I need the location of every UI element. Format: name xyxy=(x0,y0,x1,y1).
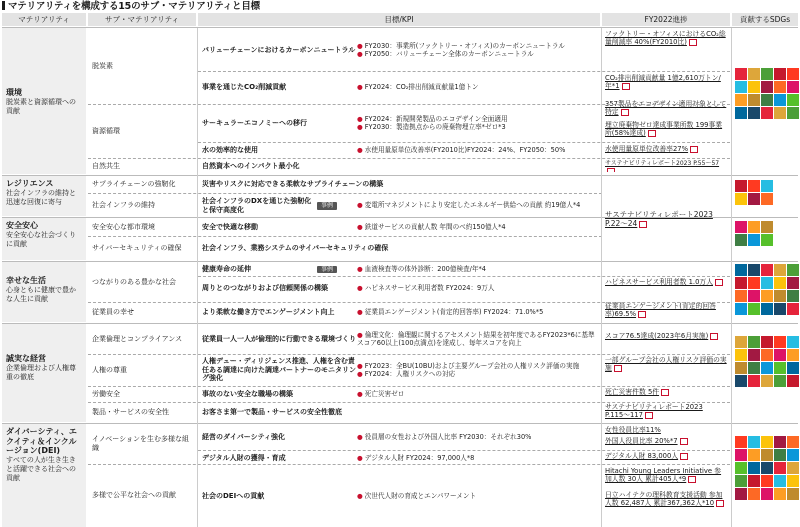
sdg-goal-icon xyxy=(735,107,747,119)
sdg-goal-icon xyxy=(735,475,747,487)
progress-item[interactable] xyxy=(602,145,730,157)
kpi-row: 従業員一人一人が倫理的に行動できる環境づくり ● 倫理文化：倫理観に関するアセスメント結果を初年度であるFY2023*6に基準スコア60以上(100点満点)を達成し、毎年スコアを向上 xyxy=(198,324,600,354)
sdg-goal-icon xyxy=(774,303,786,315)
kpi-detail: FY2024：CO₂排出削減貢献量1億トン xyxy=(364,82,479,91)
sdg-goal-icon xyxy=(735,303,747,315)
sdg-goal-icon xyxy=(748,475,760,487)
sdg-goal-icon xyxy=(735,234,747,246)
sdg-goal-icon xyxy=(748,303,760,315)
progress-item[interactable] xyxy=(602,437,730,449)
rule xyxy=(198,450,730,451)
sub-fair-society: 多様で公平な社会への貢献 xyxy=(92,491,176,500)
sdg-goal-icon xyxy=(735,180,747,192)
progress-link[interactable]: ハピネスサービス利用者数 1.0万人 xyxy=(605,278,713,286)
kpi-title: 周りとのつながりおよび信頼関係の構築 xyxy=(202,283,328,292)
column-rule xyxy=(601,28,602,527)
sdg-goal-icon xyxy=(735,290,747,302)
sdg-goal-icon xyxy=(774,462,786,474)
header-sdgs: 貢献するSDGs xyxy=(732,13,798,26)
sdg-goal-icon xyxy=(761,488,773,500)
sub-labor-safety: 労働安全 xyxy=(92,389,120,398)
sdg-goal-icon xyxy=(735,488,747,500)
sdg-goal-icon xyxy=(761,68,773,80)
kpi-detail: 鉄道サービスの貢献人数 年間のべ約150億人*4 xyxy=(364,222,506,231)
external-link-icon[interactable] xyxy=(614,365,622,372)
kpi-title: 事故のない安全な職場の構築 xyxy=(202,389,293,398)
progress-link[interactable]: サステナビリティレポート2023 P.115〜117 xyxy=(605,403,703,420)
kpi-row: デジタル人財の獲得・育成 ● デジタル人財 FY2024：97,000人*8 xyxy=(198,450,600,466)
progress-link[interactable]: 埋立廃棄物ゼロ達成事業所数 199事業所(58%達成) xyxy=(605,121,723,138)
sdg-goal-icon xyxy=(761,180,773,192)
materiality-integrity xyxy=(2,324,86,422)
external-link-icon[interactable] xyxy=(710,333,718,340)
progress-item[interactable] xyxy=(602,388,730,400)
rule xyxy=(2,423,798,424)
kpi-title: サーキュラーエコノミーへの移行 xyxy=(202,118,307,127)
progress-item[interactable] xyxy=(602,403,730,423)
sdg-goal-icon xyxy=(748,68,760,80)
kpi-detail: 次世代人財の育成とエンパワーメント xyxy=(364,492,477,501)
rule xyxy=(88,386,730,387)
kpi-title: 社会インフラのDXを通じた強靭化と保守高度化 xyxy=(202,196,312,214)
external-link-icon[interactable] xyxy=(688,476,696,483)
materiality-dei xyxy=(2,424,86,527)
sdg-goal-icon xyxy=(787,277,799,289)
kpi-row xyxy=(198,176,600,193)
progress-link[interactable]: ファクトリー・オフィスにおけるCO₂総量削減率 40%(FY2010比) xyxy=(605,30,726,47)
sdg-goal-icon xyxy=(787,81,799,93)
kpi-detail: FY2050：バリューチェーン全体のカーボンニュートラル xyxy=(364,50,534,58)
progress-link[interactable]: 女性役員比率11% xyxy=(605,426,661,434)
progress-link[interactable]: 外国人役員比率 20%*7 xyxy=(605,437,678,445)
materiality-title: 誠実な経営 xyxy=(6,354,46,363)
header-sub: サブ・マテリアリティ xyxy=(88,13,196,26)
rule xyxy=(88,104,730,105)
kpi-detail: FY2030：事業所(ファクトリー・オフィス)のカーボンニュートラル xyxy=(364,41,565,50)
column-rule xyxy=(197,28,198,527)
external-link-icon[interactable] xyxy=(680,438,688,445)
kpi-row: 事故のない安全な職場の構築 ● 死亡災害ゼロ xyxy=(198,386,600,402)
sdg-goal-icon xyxy=(748,449,760,461)
sdg-goal-icon xyxy=(761,449,773,461)
sub-product-safety: 製品・サービスの安全性 xyxy=(92,407,169,416)
sdg-goal-icon xyxy=(735,436,747,448)
sub-urban-safety: 安全安心な都市環境 xyxy=(92,222,155,231)
progress-item[interactable] xyxy=(602,452,730,464)
progress-link[interactable]: CO₂排出削減貢献量 1億2,610万トン/年*1 xyxy=(605,74,721,91)
progress-item[interactable] xyxy=(602,332,730,346)
sdg-goal-icon xyxy=(774,449,786,461)
sdg-goal-icon xyxy=(774,475,786,487)
kpi-row xyxy=(198,402,600,422)
materiality-desc: 心身ともに健康で豊かな人生に貢献 xyxy=(6,285,76,303)
sdg-goal-icon xyxy=(787,107,799,119)
progress-item[interactable] xyxy=(602,100,730,120)
sdg-goal-icon xyxy=(787,488,799,500)
sub-innovation: イノベーションを生む多様な組織 xyxy=(92,435,190,452)
sdg-goal-icon xyxy=(787,264,799,276)
case-badge: 事例 xyxy=(317,266,337,274)
sdg-goal-icon xyxy=(735,349,747,361)
kpi-row: サーキュラーエコノミーへの移行 ● FY2024：新規開発製品のエコデザイン全面適用 ● FY2030：製造拠点からの廃棄物埋立率*ゼロ*3 xyxy=(198,104,600,142)
sdg-goal-icon xyxy=(774,375,786,387)
sdg-goal-icon xyxy=(774,68,786,80)
kpi-detail: FY2030：製造拠点からの廃棄物埋立率*ゼロ*3 xyxy=(364,123,506,131)
kpi-row: 健康寿命の延伸 事例 ● 血液検査等の体外診断：200億検査/年*4 xyxy=(198,262,600,276)
external-link-icon[interactable] xyxy=(648,130,656,137)
sdg-goal-icon xyxy=(735,81,747,93)
sdg-goal-icon xyxy=(748,277,760,289)
sdg-goal-icon xyxy=(748,336,760,348)
kpi-title: 社会のDEIへの貢献 xyxy=(202,492,265,501)
sdg-goal-icon xyxy=(748,180,760,192)
external-link-icon[interactable] xyxy=(645,412,653,419)
progress-item[interactable] xyxy=(602,426,730,437)
sdg-goal-icon xyxy=(735,449,747,461)
materiality-desc: 脱炭素と資源循環への貢献 xyxy=(6,97,76,115)
progress-link[interactable]: 日立ハイテクの理科教育支援活動 参加人数 62,487人 累計367,362人*10 xyxy=(605,491,723,508)
sdg-goal-icon xyxy=(735,362,747,374)
external-link-icon[interactable] xyxy=(622,83,630,90)
sdg-goal-icon xyxy=(787,449,799,461)
sub-ethics: 企業倫理とコンプライアンス xyxy=(92,334,183,343)
sdg-goal-icon xyxy=(761,436,773,448)
sdg-goal-icon xyxy=(761,349,773,361)
sdg-goal-icon xyxy=(774,362,786,374)
progress-item[interactable] xyxy=(602,160,730,172)
sdg-goal-icon xyxy=(761,462,773,474)
page-title: マテリアリティを構成する15のサブ・マテリアリティと目標 xyxy=(2,1,260,13)
materiality-title: 幸せな生活 xyxy=(6,276,46,285)
header-progress: FY2022進捗 xyxy=(602,13,730,26)
sdg-goal-icon xyxy=(774,336,786,348)
materiality-title: ダイバーシティ、エクイティ＆インクルージョン(DEI) xyxy=(6,427,77,456)
progress-item[interactable] xyxy=(602,356,730,378)
sub-nature: 自然共生 xyxy=(92,161,120,170)
kpi-row: 事業を通じたCO₂削減貢献 ● FY2024：CO₂排出削減貢献量1億トン xyxy=(198,72,600,102)
rule xyxy=(2,261,798,262)
sdg-goal-icon xyxy=(735,94,747,106)
kpi-detail: デジタル人財 FY2024：97,000人*8 xyxy=(364,453,475,462)
progress-item[interactable] xyxy=(602,491,730,525)
sdg-goal-icon xyxy=(787,362,799,374)
header-materiality: マテリアリティ xyxy=(2,13,86,26)
kpi-title: バリューチェーンにおけるカーボンニュートラル xyxy=(202,45,356,54)
progress-link[interactable]: 水使用量原単位改善率27% xyxy=(605,145,689,153)
sdg-goal-icon xyxy=(735,375,747,387)
sdg-goal-icon xyxy=(774,290,786,302)
case-badge: 事例 xyxy=(317,202,337,210)
rule xyxy=(88,236,602,237)
progress-link[interactable]: 死亡災害件数 5件 xyxy=(605,388,660,396)
external-link-icon[interactable] xyxy=(621,109,629,116)
kpi-detail: ハピネスサービス利用者数 FY2024：9万人 xyxy=(364,283,495,292)
materiality-happy-life xyxy=(2,262,86,322)
kpi-title: 自然資本へのインパクト最小化 xyxy=(202,161,300,170)
materiality-title: 安全安心 xyxy=(6,221,38,230)
kpi-detail: 倫理文化：倫理観に関するアセスメント結果を初年度であるFY2023*6に基準スコア60以上(100点満点)を達成し、毎年スコアを向上 xyxy=(357,330,595,347)
sdg-goal-icon xyxy=(761,264,773,276)
sdg-goal-icon xyxy=(748,436,760,448)
rule xyxy=(198,71,730,72)
rule xyxy=(88,302,730,303)
progress-item[interactable] xyxy=(602,278,730,300)
kpi-row: 水の効率的な使用 ● 水使用量原単位改善率(FY2010比)FY2024：24%、FY2050：50% xyxy=(198,142,600,158)
sdg-goal-icon xyxy=(748,81,760,93)
sdg-goal-icon xyxy=(787,290,799,302)
progress-item[interactable] xyxy=(602,210,730,240)
sdg-goal-icon xyxy=(735,277,747,289)
sub-connected-society: つながりのある豊かな社会 xyxy=(92,277,176,286)
sdg-goal-icon xyxy=(761,303,773,315)
kpi-detail: FY2023：全BU(10BU)および主要グループ会社の人権リスク評価の実施 xyxy=(364,361,580,370)
sdg-goal-icon xyxy=(748,375,760,387)
progress-link[interactable]: デジタル人財 83,000人 xyxy=(605,452,679,460)
sdg-goal-icon xyxy=(787,349,799,361)
materiality-title: 環境 xyxy=(6,88,22,97)
materiality-desc: 安全安心な社会づくりに貢献 xyxy=(6,230,76,248)
kpi-title: 従業員一人一人が倫理的に行動できる環境づくり xyxy=(202,334,356,343)
rule xyxy=(2,175,798,176)
kpi-title: 人権デュー・ディリジェンス推進、人権を含む責任ある調達に向けた調達パートナーのモニタリング強化 xyxy=(202,356,356,383)
kpi-detail: 血液検査等の体外診断：200億検査/年*4 xyxy=(364,264,486,273)
sdg-goal-icon xyxy=(735,68,747,80)
sub-employee-happiness: 従業員の幸せ xyxy=(92,307,134,316)
progress-link[interactable]: 一部グループ会社の人権リスク評価の実施 xyxy=(605,356,727,373)
materiality-safety xyxy=(2,218,86,260)
kpi-title: 水の効率的な使用 xyxy=(202,145,258,154)
kpi-row: より柔軟な働き方でエンゲージメント向上 ● 従業員エンゲージメント(肯定的回答率) FY2024：71.0%*5 xyxy=(198,302,600,322)
sdg-goal-icon xyxy=(748,107,760,119)
progress-item[interactable] xyxy=(602,467,730,489)
rule xyxy=(88,464,730,465)
sdg-goal-icon xyxy=(761,94,773,106)
sdg-goal-icon xyxy=(787,303,799,315)
rule xyxy=(198,276,730,277)
kpi-title: 社会インフラ、業務システムのサイバーセキュリティの確保 xyxy=(202,243,389,252)
rule xyxy=(88,402,730,403)
sdg-goal-icon xyxy=(774,436,786,448)
progress-item[interactable] xyxy=(602,30,730,70)
sdg-goal-icon xyxy=(774,81,786,93)
external-link-icon[interactable] xyxy=(661,389,669,396)
external-link-icon[interactable] xyxy=(716,500,724,507)
sdg-goal-icon xyxy=(748,488,760,500)
sub-supply-chain: サプライチェーンの強靭化 xyxy=(92,180,176,189)
sdg-goal-icon xyxy=(787,94,799,106)
materiality-desc: すべての人が生き生きと活躍できる社会への貢献 xyxy=(6,455,76,482)
sdg-goal-icon xyxy=(761,290,773,302)
progress-link[interactable]: 357製品をエコデザイン適用対象として特定 xyxy=(605,100,727,117)
header-kpi: 目標/KPI xyxy=(198,13,600,26)
sdg-goal-icon xyxy=(761,362,773,374)
external-link-icon[interactable] xyxy=(607,168,615,173)
progress-link[interactable]: 従業員エンゲージメント(肯定的回答率)69.5% xyxy=(605,302,716,319)
sdg-goal-icon xyxy=(748,264,760,276)
kpi-detail: 水使用量原単位改善率(FY2010比)FY2024：24%、FY2050：50% xyxy=(364,145,566,154)
rule xyxy=(2,27,798,28)
sdg-goal-icon xyxy=(787,336,799,348)
kpi-title: 事業を通じたCO₂削減貢献 xyxy=(202,82,287,91)
external-link-icon[interactable] xyxy=(639,221,647,228)
kpi-row: 周りとのつながりおよび信頼関係の構築 ● ハピネスサービス利用者数 FY2024：9万人 xyxy=(198,276,600,300)
sub-human-rights: 人権の尊重 xyxy=(92,365,127,374)
kpi-detail: 変電所マネジメントにより安定したエネルギー供給への貢献 約19億人*4 xyxy=(364,201,581,210)
sdg-goal-icon xyxy=(735,462,747,474)
kpi-title: 災害やリスクに対応できる柔軟なサプライチェーンの構築 xyxy=(202,180,384,189)
progress-link[interactable]: Hitachi Young Leaders Initiative 参加人数 30人 累計405人*9 xyxy=(605,467,722,484)
sdg-goal-icon xyxy=(787,475,799,487)
sdg-goal-icon xyxy=(761,193,773,205)
sdg-goal-icon xyxy=(748,362,760,374)
progress-item[interactable] xyxy=(602,72,730,102)
sdg-goal-icon xyxy=(735,336,747,348)
sdg-goal-icon xyxy=(761,375,773,387)
kpi-title: お客さま第一で製品・サービスの安全性徹底 xyxy=(202,407,342,416)
kpi-row: 安全で快適な移動 ● 鉄道サービスの貢献人数 年間のべ約150億人*4 xyxy=(198,218,600,236)
progress-link[interactable]: スコア76.5達成(2023年6月実施) xyxy=(605,332,709,340)
external-link-icon[interactable] xyxy=(638,311,646,318)
sdg-goal-icon xyxy=(761,475,773,487)
kpi-title: デジタル人財の獲得・育成 xyxy=(202,453,286,462)
sdg-goal-icon xyxy=(774,94,786,106)
rule xyxy=(2,323,798,324)
sdg-goal-icon xyxy=(761,107,773,119)
kpi-detail: 役員層の女性および外国人比率 FY2030：それぞれ30% xyxy=(364,432,532,441)
column-rule xyxy=(731,28,732,527)
progress-link[interactable]: サステナビリティレポート2023 P.22〜24 xyxy=(605,210,713,229)
kpi-detail: FY2024：新規開発製品のエコデザイン全面適用 xyxy=(364,114,508,123)
rule xyxy=(88,354,730,355)
sdg-goal-icon xyxy=(748,290,760,302)
rule xyxy=(88,193,602,194)
kpi-detail: 従業員エンゲージメント(肯定的回答率) FY2024：71.0%*5 xyxy=(364,307,544,316)
sdg-goal-icon xyxy=(748,193,760,205)
sdg-goal-icon xyxy=(761,336,773,348)
sdg-goal-icon xyxy=(735,221,747,233)
external-link-icon[interactable] xyxy=(680,453,688,460)
sdg-goal-icon xyxy=(774,264,786,276)
sdg-goal-icon xyxy=(774,349,786,361)
materiality-title: レジリエンス xyxy=(6,179,54,188)
sdg-goal-icon xyxy=(761,277,773,289)
kpi-title: 安全で快適な移動 xyxy=(202,222,258,231)
sdg-goal-icon xyxy=(748,462,760,474)
sdg-goal-icon xyxy=(787,375,799,387)
sub-decarbonization: 脱炭素 xyxy=(92,61,113,70)
sdg-goal-icon xyxy=(735,193,747,205)
sdg-goal-icon xyxy=(787,68,799,80)
sdg-goal-icon xyxy=(761,81,773,93)
sdg-goal-icon xyxy=(748,349,760,361)
sdg-goal-icon xyxy=(787,436,799,448)
sdg-goal-icon xyxy=(735,264,747,276)
kpi-title: 健康寿命の延伸 xyxy=(202,264,251,273)
kpi-row: 社会インフラのDXを通じた強靭化と保守高度化 事例 ● 変電所マネジメントにより安定したエネルギー供給への貢献 約19億人*4 xyxy=(198,193,600,218)
external-link-icon[interactable] xyxy=(689,39,697,46)
kpi-detail: FY2024：人権リスクへの対応 xyxy=(364,370,456,378)
sdg-goal-icon xyxy=(748,94,760,106)
sub-resource-circulation: 資源循環 xyxy=(92,126,120,135)
progress-item[interactable] xyxy=(602,121,730,141)
external-link-icon[interactable] xyxy=(715,279,723,286)
rule xyxy=(2,217,798,218)
sub-cyber: サイバーセキュリティの確保 xyxy=(92,243,182,252)
kpi-row: 社会のDEIへの貢献 ● 次世代人財の育成とエンパワーメント xyxy=(198,466,600,527)
kpi-title: 経営のダイバーシティ強化 xyxy=(202,432,286,441)
sdg-goal-icon xyxy=(774,107,786,119)
materiality-resilience xyxy=(2,176,86,216)
kpi-row: 経営のダイバーシティ強化 ● 役員層の女性および外国人比率 FY2030：それぞれ30% xyxy=(198,424,600,450)
rule xyxy=(198,142,730,143)
rule xyxy=(88,158,730,159)
kpi-row xyxy=(198,236,600,260)
sdg-goal-icon xyxy=(774,488,786,500)
kpi-row xyxy=(198,158,600,174)
kpi-title: より柔軟な働き方でエンゲージメント向上 xyxy=(202,307,335,316)
sdg-goal-icon xyxy=(787,462,799,474)
materiality-desc: 企業倫理および人権尊重の徹底 xyxy=(6,363,76,381)
sdg-goal-icon xyxy=(761,221,773,233)
kpi-row: 人権デュー・ディリジェンス推進、人権を含む責任ある調達に向けた調達パートナーのモニタリング強化 ● FY2023：全BU(10BU)および主要グループ会社の人権リスク評価の実施 ● FY2024：人権リスクへの対応 xyxy=(198,354,600,386)
kpi-detail: 死亡災害ゼロ xyxy=(364,389,405,398)
materiality-desc: 社会インフラの維持と迅速な回復に寄与 xyxy=(6,188,76,206)
sdg-goal-icon xyxy=(761,234,773,246)
sdg-goal-icon xyxy=(774,277,786,289)
materiality-environment xyxy=(2,28,86,174)
external-link-icon[interactable] xyxy=(690,146,698,153)
sdg-goal-icon xyxy=(748,234,760,246)
progress-link[interactable]: サステナビリティレポート2023 P.55〜57 xyxy=(605,160,720,167)
sub-infrastructure: 社会インフラの維持 xyxy=(92,201,155,210)
sdg-goal-icon xyxy=(748,221,760,233)
kpi-row: バリューチェーンにおけるカーボンニュートラル ● FY2030：事業所(ファクトリー・オフィス)のカーボンニュートラル ● FY2050：バリューチェーン全体のカーボンニュートラル xyxy=(198,30,600,70)
progress-item[interactable] xyxy=(602,302,730,324)
